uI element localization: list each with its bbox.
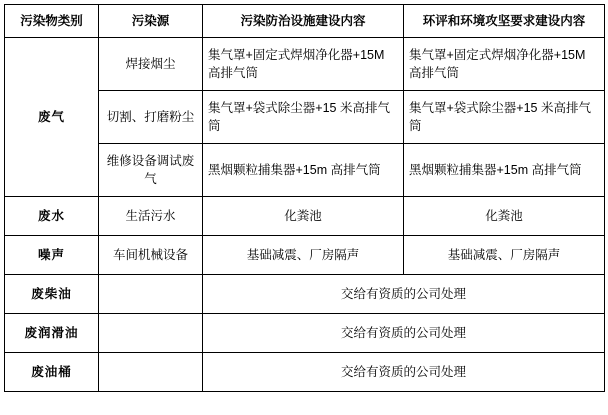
table-row: [5, 236, 605, 275]
table-row: [5, 38, 605, 91]
cell-pollutant-category: 噪声: [5, 236, 99, 275]
cell-required-facilities: 集气罩+固定式焊烟净化器+15M 高排气筒: [404, 38, 605, 91]
cell-pollution-source: 焊接烟尘: [99, 38, 203, 91]
cell-pollutant-category: 废水: [5, 197, 99, 236]
cell-pollution-source: 切割、打磨粉尘: [99, 91, 203, 144]
cell-pollution-source: 车间机械设备: [99, 236, 203, 275]
cell-pollution-source: 生活污水: [99, 197, 203, 236]
cell-built-facilities: 交给有资质的公司处理: [203, 353, 605, 392]
cell-pollutant-category: 废气: [5, 38, 99, 197]
column-header-required-facilities: 环评和环境攻坚要求建设内容: [404, 5, 605, 38]
cell-required-facilities: 基础减震、厂房隔声: [404, 236, 605, 275]
table-body: [5, 38, 605, 392]
cell-pollution-source: [99, 314, 203, 353]
cell-built-facilities: 集气罩+固定式焊烟净化器+15M 高排气筒: [203, 38, 404, 91]
cell-built-facilities: 交给有资质的公司处理: [203, 314, 605, 353]
cell-required-facilities: 黑烟颗粒捕集器+15m 高排气筒: [404, 144, 605, 197]
cell-built-facilities: 交给有资质的公司处理: [203, 275, 605, 314]
table-header: [5, 5, 605, 38]
column-header-built-facilities: 污染防治设施建设内容: [203, 5, 404, 38]
cell-built-facilities: 基础减震、厂房隔声: [203, 236, 404, 275]
cell-built-facilities: 化粪池: [203, 197, 404, 236]
cell-pollution-source: [99, 275, 203, 314]
cell-built-facilities: 黑烟颗粒捕集器+15m 高排气筒: [203, 144, 404, 197]
pollution-control-table: [4, 4, 605, 392]
table-row: [5, 314, 605, 353]
cell-built-facilities: 集气罩+袋式除尘器+15 米高排气筒: [203, 91, 404, 144]
table-header-row: [5, 5, 605, 38]
table-row: [5, 353, 605, 392]
table-row: [5, 275, 605, 314]
cell-pollutant-category: 废柴油: [5, 275, 99, 314]
cell-required-facilities: 化粪池: [404, 197, 605, 236]
column-header-pollutant-category: 污染物类别: [5, 5, 99, 38]
cell-required-facilities: 集气罩+袋式除尘器+15 米高排气筒: [404, 91, 605, 144]
cell-pollutant-category: 废油桶: [5, 353, 99, 392]
cell-pollutant-category: 废润滑油: [5, 314, 99, 353]
column-header-pollution-source: 污染源: [99, 5, 203, 38]
table-row: [5, 197, 605, 236]
cell-pollution-source: 维修设备调试废气: [99, 144, 203, 197]
cell-pollution-source: [99, 353, 203, 392]
